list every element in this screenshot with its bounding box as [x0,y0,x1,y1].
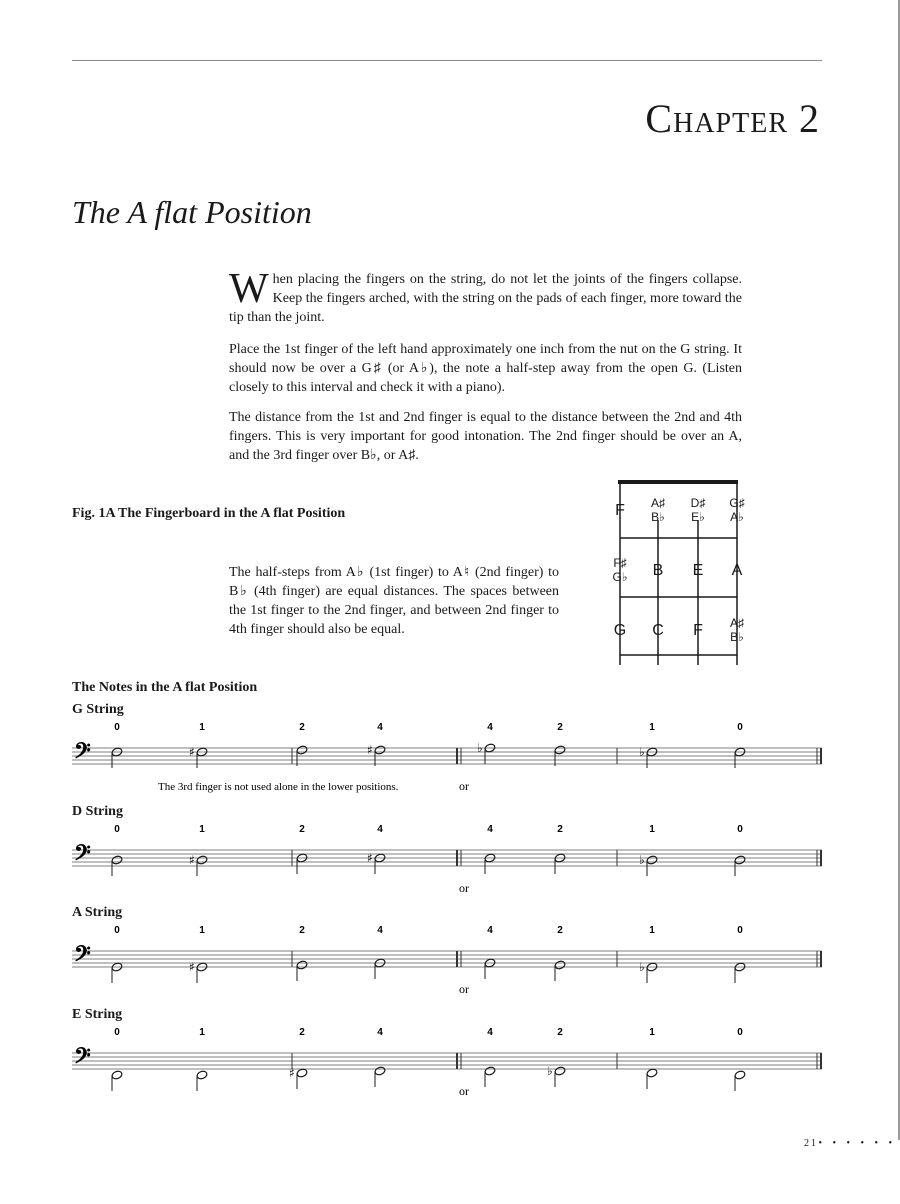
music-staff [72,923,832,1003]
fingerboard-note-label: D♯ E♭ [690,496,706,524]
figure-text: The half-steps from A♭ (1st finger) to A♮ (2nd finger) to B♭ (4th finger) are equal distances. The spaces between the 1st finger to the 2nd finger, and between 2nd finger to 4th finger should also be equal. [229,565,559,637]
note-head [111,855,123,865]
finger-number: 0 [114,1027,120,1038]
note-head [646,1068,658,1078]
string-label: G String [72,702,124,717]
fingerboard-diagram [600,475,760,675]
sharp-icon: ♯ [367,851,373,865]
finger-number: 4 [377,1027,383,1038]
sharp-icon: ♯ [367,743,373,757]
fingerboard-note-label: G♯ A♭ [729,496,745,524]
figure-caption: Fig. 1A The Fingerboard in the A flat Position [72,506,346,521]
string-label: D String [72,804,123,819]
note-head [734,855,746,865]
notes-heading: The Notes in the A flat Position [72,680,258,695]
staff-note: The 3rd finger is not used alone in the lower positions. [158,781,399,793]
finger-number: 0 [737,722,743,733]
note-head [554,1066,566,1076]
finger-number: 2 [557,722,563,733]
finger-number: 1 [199,1027,205,1038]
fingerboard-note-label: F♯ G♭ [612,556,628,584]
intro-paragraph-3: The distance from the 1st and 2nd finger is equal to the distance between the 2nd and 4th fingers. This is very important for good intonation. The 2nd finger should be over an A, and the 3rd finger over B♭, or A♯. [229,410,742,463]
note-head [296,1068,308,1078]
note-head [296,960,308,970]
or-label: or [459,881,469,895]
finger-number: 1 [649,925,655,936]
note-head [196,855,208,865]
bass-clef-icon: 𝄢 [74,739,91,769]
fingerboard-note-label: A♯ B♭ [650,496,666,524]
note-head [374,1066,386,1076]
finger-number: 2 [557,1027,563,1038]
bass-clef-icon: 𝄢 [74,1044,91,1074]
fingerboard-note-label: E [692,562,704,579]
page-number: 21 [804,1138,818,1149]
note-head [296,745,308,755]
finger-number: 4 [377,925,383,936]
finger-number: 4 [487,925,493,936]
note-head [484,1066,496,1076]
fingerboard-note-label: F [615,502,625,519]
intro-paragraph-1 [229,266,742,327]
finger-number: 2 [299,722,305,733]
music-staff [72,1025,832,1105]
finger-number: 2 [299,1027,305,1038]
sharp-icon: ♯ [189,853,195,867]
note-head [554,960,566,970]
note-head [646,855,658,865]
sharp-icon: ♯ [189,960,195,974]
page-dots: • • • • • • [818,1138,896,1149]
bass-clef-icon: 𝄢 [74,841,91,871]
or-label: or [459,1084,469,1098]
string-label: A String [72,905,123,920]
flat-icon: ♭ [639,853,645,867]
sharp-icon: ♯ [289,1066,295,1080]
flat-icon: ♭ [477,741,483,755]
finger-number: 0 [737,925,743,936]
finger-number: 1 [199,722,205,733]
finger-number: 1 [199,925,205,936]
or-label: or [459,982,469,996]
note-head [111,1070,123,1080]
fingerboard-note-label: A [731,562,743,579]
bass-clef-icon: 𝄢 [74,942,91,972]
finger-number: 2 [299,925,305,936]
note-head [374,745,386,755]
finger-number: 4 [487,824,493,835]
finger-number: 1 [199,824,205,835]
fingerboard-note-label: A♯ B♭ [729,616,745,644]
string-label: E String [72,1007,123,1022]
music-staff [72,822,832,902]
finger-number: 0 [737,824,743,835]
top-rule [72,60,822,61]
finger-number: 2 [557,925,563,936]
finger-number: 0 [737,1027,743,1038]
finger-number: 4 [487,722,493,733]
music-staff [72,720,832,800]
note-head [734,1070,746,1080]
finger-number: 1 [649,824,655,835]
fingerboard-note-label: F [693,622,703,639]
finger-number: 0 [114,824,120,835]
section-title: The A flat Position [72,194,312,230]
finger-number: 2 [299,824,305,835]
finger-number: 0 [114,722,120,733]
intro-paragraph-2: Place the 1st finger of the left hand approximately one inch from the nut on the G string. It should now be over a G♯ (or A♭), the note a half-step away from the open G. (Listen closely to this interval and check it with a piano). [229,342,742,395]
finger-number: 1 [649,722,655,733]
finger-number: 1 [649,1027,655,1038]
dropcap: W [229,266,269,312]
fingerboard-grid [620,484,737,665]
fingerboard-note-label: G [613,622,627,639]
note-head [196,1070,208,1080]
flat-icon: ♭ [547,1064,553,1078]
finger-number: 0 [114,925,120,936]
flat-icon: ♭ [639,960,645,974]
sharp-icon: ♯ [189,745,195,759]
or-label: or [459,779,469,793]
nut [618,480,738,484]
finger-number: 4 [487,1027,493,1038]
chapter-title: Chapter 2 [645,96,820,141]
finger-number: 4 [377,824,383,835]
fingerboard-note-label: C [652,622,664,639]
fingerboard-note-label: B [652,562,664,579]
note-head [554,745,566,755]
finger-number: 4 [377,722,383,733]
finger-number: 2 [557,824,563,835]
flat-icon: ♭ [639,745,645,759]
intro-text-1: hen placing the fingers on the string, do not let the joints of the fingers collapse. Keep the fingers arched, with the string on the pads of each finger, more toward the tip than the joint. [229,272,742,325]
